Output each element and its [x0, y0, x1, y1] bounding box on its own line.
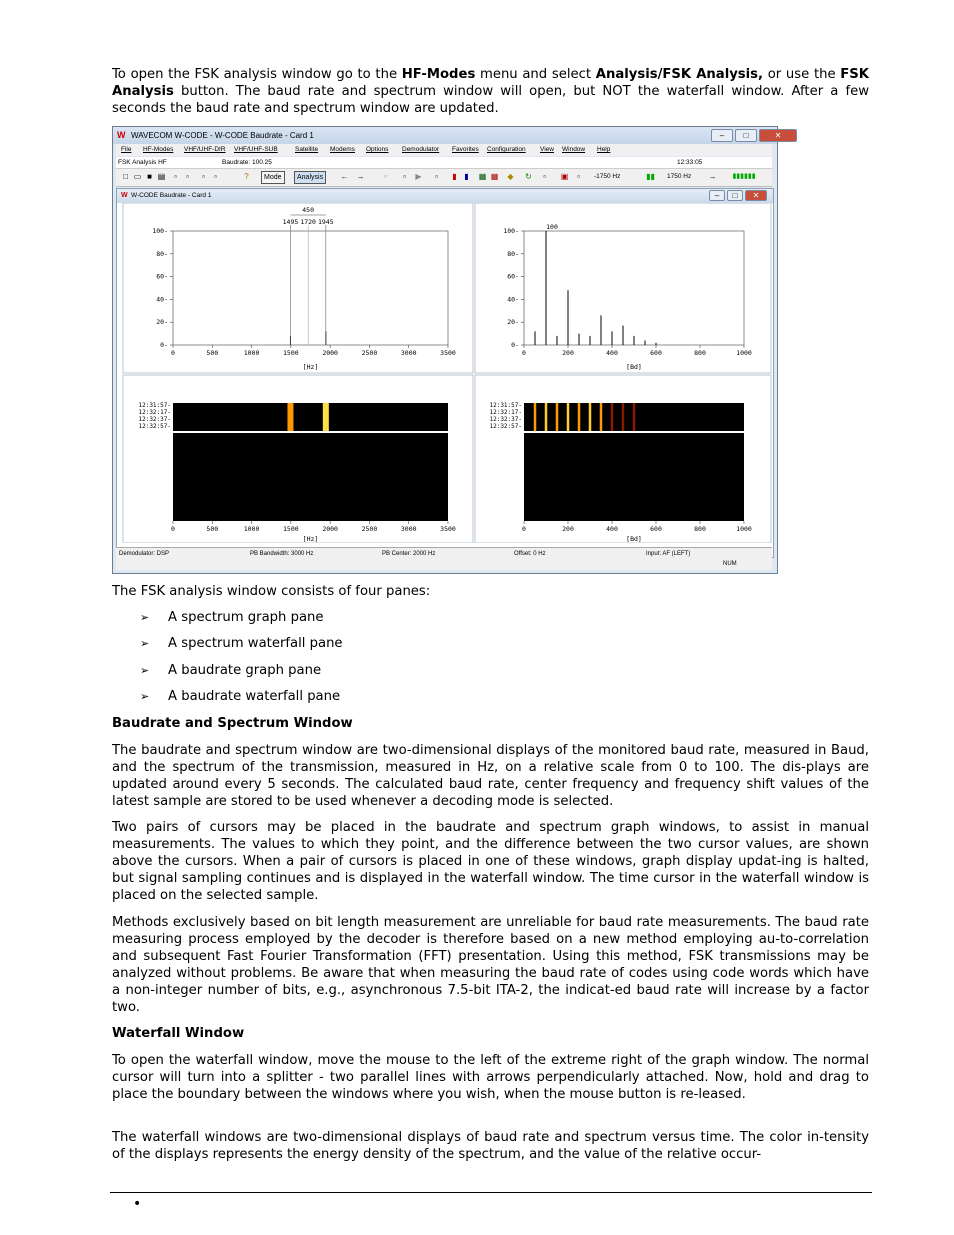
x-tick-label: 1000 — [243, 349, 260, 357]
bullet-arrow-icon: ➢ — [140, 611, 150, 624]
tool-icon-10[interactable]: ◆ — [507, 172, 514, 181]
new-icon[interactable]: □ — [123, 172, 128, 181]
x-tick-label: 3000 — [400, 349, 417, 357]
x-tick-label: 600 — [650, 349, 662, 357]
tool-icon-13[interactable]: ▫ — [577, 172, 580, 181]
bullet-arrow-icon: ➢ — [140, 689, 150, 703]
analysis-button[interactable]: Analysis — [294, 171, 326, 184]
status-input: Input: AF (LEFT) — [646, 551, 691, 557]
menu-help[interactable]: Help — [597, 146, 611, 153]
pane-frame-1 — [475, 203, 771, 373]
level-meter-icon: ▮▮▮▮▮▮ — [732, 173, 756, 180]
refresh-icon[interactable]: ↻ — [525, 172, 532, 181]
y-tick-label: 80- — [156, 249, 168, 258]
cursor-delta-label: 450 — [302, 206, 315, 214]
x-axis-label: [Bd] — [626, 535, 642, 543]
baudrate-window-titlebar — [117, 189, 773, 203]
x-tick-label: 2000 — [322, 349, 338, 357]
y-tick-label: 20- — [156, 318, 168, 327]
x-tick-label: 1000 — [736, 525, 752, 533]
inner-logo-icon: W — [121, 192, 128, 199]
menu-options[interactable]: Options — [366, 146, 389, 153]
open-icon[interactable]: ▭ — [133, 172, 142, 181]
menu-hf-modes[interactable]: HF-Modes — [143, 146, 174, 153]
paragraph-4: To open the waterfall window, move the mouse to the left of the extreme right of the graph window. The normal cursor will turn into a splitter - two parallel lines with arrows perpendicularly attached. Now, hold and drag to place the boundary between the windows where you wish, when the mouse button is re-leased. — [112, 1053, 869, 1102]
waterfall-band — [545, 403, 548, 433]
cursor-label: 1720 — [300, 218, 316, 226]
tool-icon-11[interactable]: ▫ — [543, 172, 546, 181]
waterfall-time-label: 12:32:37- — [138, 416, 171, 423]
print-icon[interactable]: ▤ — [157, 172, 166, 181]
time-cursor — [173, 431, 448, 433]
x-tick-label: 400 — [606, 525, 618, 533]
status-bar-2 — [116, 559, 772, 570]
x-tick-label: 3500 — [440, 349, 456, 357]
paragraph-5: The waterfall windows are two-dimensional displays of baud rate and spectrum versus time. The color in-tensity of the displays represents the energy density of the spectrum, and the value of the relative occur- — [112, 1130, 869, 1162]
y-tick-label: 40- — [156, 295, 168, 304]
y-tick-label: 100- — [503, 227, 519, 235]
x-tick-label: 600 — [650, 525, 662, 533]
wcode-screenshot — [112, 126, 782, 574]
y-tick-label: 60- — [507, 272, 519, 281]
peak-label: 100 — [546, 223, 558, 231]
save-icon[interactable]: ■ — [147, 172, 152, 181]
list-item: ➢ A baudrate waterfall pane — [112, 686, 343, 712]
x-tick-label: 3000 — [400, 525, 417, 533]
tool-icon-12[interactable]: ▣ — [560, 172, 569, 181]
waterfall-band — [578, 403, 581, 433]
waterfall-band — [323, 403, 329, 433]
wavecom-logo-icon: W — [117, 130, 126, 140]
x-tick-label: 1500 — [283, 525, 299, 533]
menubar — [116, 144, 772, 156]
y-tick-label: 0- — [160, 341, 168, 349]
close-button[interactable]: ✕ — [759, 129, 797, 142]
waterfall-icon[interactable]: ▦ — [490, 172, 499, 181]
baudrate-window — [116, 188, 774, 558]
num-indicator: NUM — [723, 561, 737, 567]
baudrate-label: Baudrate: 100.25 — [222, 159, 272, 166]
mode-button[interactable]: Mode — [261, 171, 285, 184]
tool-icon-4[interactable]: ▫ — [214, 172, 217, 181]
section-heading-baudrate: Baudrate and Spectrum Window — [112, 716, 353, 731]
y-tick-label: 20- — [507, 318, 519, 327]
freq-right-label: 1750 Hz — [667, 173, 692, 180]
pane-list — [112, 607, 343, 712]
status-offset: Offset: 0 Hz — [514, 551, 546, 557]
time-cursor — [524, 431, 744, 433]
x-tick-label: 800 — [694, 349, 706, 357]
x-tick-label: 500 — [206, 349, 219, 357]
minimize-button[interactable]: – — [711, 129, 733, 142]
menu-configuration[interactable]: Configuration — [487, 146, 526, 153]
status-demodulator: Demodulator: DSP — [119, 551, 170, 557]
menu-vhf-uhf-dir[interactable]: VHF/UHF-DIR — [184, 146, 226, 153]
waterfall-band — [611, 403, 614, 433]
list-item: ➢ A spectrum graph pane — [112, 607, 343, 633]
paragraph-2: Two pairs of cursors may be placed in the baudrate and spectrum graph windows, to assist in manual measurements. The values to which they point, and the difference between the two cursor values, are shown above the cursors. When a pair of cursors is placed in one of these windows, graph display updat-ing is halted, but signal sampling continues and is displayed in the waterfall window. The time cursor in the waterfall window is placed on the selected sample. — [112, 820, 869, 903]
x-tick-label: 200 — [562, 349, 574, 357]
x-tick-label: 0 — [171, 525, 175, 533]
mode-label: FSK Analysis HF — [118, 159, 167, 166]
list-item: ➢ A spectrum waterfall pane — [112, 633, 343, 659]
waterfall-band — [622, 403, 625, 433]
consists-line: The FSK analysis window consists of four panes: — [112, 584, 431, 599]
x-tick-label: 2500 — [361, 525, 378, 533]
x-tick-label: 1000 — [243, 525, 260, 533]
waterfall-time-label: 12:32:57- — [138, 423, 171, 430]
waterfall-band — [567, 403, 570, 433]
y-tick-label: 0- — [511, 341, 519, 349]
x-tick-label: 3500 — [440, 525, 456, 533]
maximize-button[interactable]: □ — [735, 129, 757, 142]
menu-view[interactable]: View — [540, 146, 554, 153]
list-item: ➢ A baudrate graph pane — [112, 660, 343, 686]
menu-favorites[interactable]: Favorites — [452, 146, 479, 153]
paragraph-1: The baudrate and spectrum window are two-dimensional displays of the monitored baud rate, measured in Baud, and the spectrum of the transmission, measured in Hz, on a relative scale from 0 to 100. The dis-plays are updated around every 5 seconds. The calculated baud rate, center frequency and frequency shift values of the latest sample are stored to be used whenever a decoding mode is selected. — [112, 743, 869, 809]
waterfall-time-label: 12:32:17- — [138, 409, 171, 416]
cursor-label: 1945 — [317, 218, 334, 226]
x-tick-label: 0 — [522, 349, 526, 357]
baudrate-window-title: W-CODE Baudrate - Card 1 — [131, 192, 212, 199]
paragraph-3: Methods exclusively based on bit length measurement are unreliable for baud rate measurements. The baud rate measuring process employed by the decoder is therefore based on a new method employing au-to-correlation and subsequent Fast Fourier Transformation (FFT) presentation. Using this method, FSK transmissions may be analyzed without problems. Be aware that when measuring the baud rate of codes using code words which have a non-integer number of bits, e.g., asynchronous 7.5-bit ITA-2, the indicat-ed baud rate will increase by a factor two. — [112, 915, 869, 1015]
analysis-panes — [117, 203, 773, 543]
waterfall-time-label: 12:32:57- — [489, 423, 522, 430]
waterfall-time-label: 12:31:57- — [489, 402, 522, 409]
spectrum-icon[interactable]: ▦ — [478, 172, 487, 181]
back-icon[interactable]: ← — [340, 172, 349, 181]
tool-icon-2[interactable]: ▫ — [186, 172, 189, 181]
y-tick-label: 80- — [507, 249, 519, 258]
x-tick-label: 0 — [522, 525, 526, 533]
menu-satellite[interactable]: Satellite — [295, 146, 319, 153]
waterfall-band — [633, 403, 636, 433]
inner-close-button[interactable]: ✕ — [745, 190, 767, 201]
status-center: PB Center: 2000 Hz — [382, 551, 436, 557]
menu-modems[interactable]: Modems — [330, 146, 355, 153]
waterfall-band — [534, 403, 537, 433]
y-tick-label: 40- — [507, 295, 519, 304]
help-icon[interactable]: ? — [244, 172, 249, 181]
x-tick-label: 0 — [171, 349, 175, 357]
footer-rule — [110, 1192, 872, 1193]
waterfall-area — [173, 403, 448, 521]
waterfall-band — [600, 403, 603, 433]
inner-minimize-button[interactable]: – — [709, 190, 725, 201]
waterfall-band — [556, 403, 559, 433]
tool-icon-6[interactable]: ▫ — [403, 172, 406, 181]
waterfall-band — [589, 403, 592, 433]
footer-bullet: • — [133, 1196, 142, 1212]
y-tick-label: 60- — [156, 272, 168, 281]
cursor-label: 1495 — [282, 218, 299, 226]
menu-vhf-uhf-sub[interactable]: VHF/UHF-SUB — [234, 146, 278, 153]
bullet-arrow-icon: ➢ — [140, 663, 150, 677]
inner-maximize-button[interactable]: □ — [727, 190, 743, 201]
tool-icon-7[interactable]: ▫ — [435, 172, 438, 181]
menu-window[interactable]: Window — [562, 146, 586, 153]
x-axis-label: [Hz] — [302, 363, 319, 371]
x-axis-label: [Hz] — [302, 535, 319, 543]
freq-left-label: -1750 Hz — [594, 173, 621, 180]
tool-icon-1[interactable]: ▫ — [174, 172, 177, 181]
intro-paragraph: To open the FSK analysis window go to the HF-Modes menu and select Analysis/FSK Analysis, or use the FSK Analysis button. The baud rate and spectrum window will open, but NOT the waterfall window. After a few seconds the baud rate and spectrum window are updated. — [112, 67, 870, 116]
x-tick-label: 800 — [694, 525, 706, 533]
pane-frame-0 — [123, 203, 473, 373]
menu-demodulator[interactable]: Demodulator — [402, 146, 440, 153]
toolbar — [116, 169, 772, 187]
x-tick-label: 500 — [206, 525, 219, 533]
arrow-right-icon[interactable]: → — [708, 172, 717, 181]
x-tick-label: 2500 — [361, 349, 378, 357]
y-tick-label: 100- — [152, 227, 168, 235]
window-controls — [711, 129, 797, 141]
menu-file[interactable]: File — [121, 146, 132, 153]
x-tick-label: 200 — [562, 525, 574, 533]
play-icon[interactable]: ▶ — [415, 172, 422, 181]
x-tick-label: 1500 — [283, 349, 299, 357]
tool-icon-5[interactable]: ▫ — [384, 172, 387, 181]
tool-icon-3[interactable]: ▫ — [202, 172, 205, 181]
waterfall-time-label: 12:31:57- — [138, 402, 171, 409]
waterfall-time-label: 12:32:37- — [489, 416, 522, 423]
waterfall-band — [287, 403, 293, 433]
clock-label: 12:33:05 — [677, 159, 703, 166]
waterfall-time-label: 12:32:17- — [489, 409, 522, 416]
forward-icon[interactable]: → — [356, 172, 365, 181]
tool-icon-9[interactable]: ▮ — [464, 172, 469, 181]
x-tick-label: 400 — [606, 349, 618, 357]
section-heading-waterfall: Waterfall Window — [112, 1026, 245, 1041]
bullet-arrow-icon: ➢ — [140, 637, 150, 651]
info-bar — [116, 157, 772, 169]
app-titlebar — [113, 127, 782, 144]
x-tick-label: 2000 — [322, 525, 338, 533]
x-axis-label: [Bd] — [626, 363, 642, 371]
status-bandwidth: PB Bandwidth: 3000 Hz — [250, 551, 314, 557]
tool-icon-8[interactable]: ▮ — [452, 172, 457, 181]
inner-window-controls — [709, 190, 767, 202]
tune-indicator-icon: ▮▮ — [646, 172, 655, 181]
x-tick-label: 1000 — [736, 349, 752, 357]
app-title: WAVECOM W-CODE - W-CODE Baudrate - Card 1 — [131, 131, 314, 140]
